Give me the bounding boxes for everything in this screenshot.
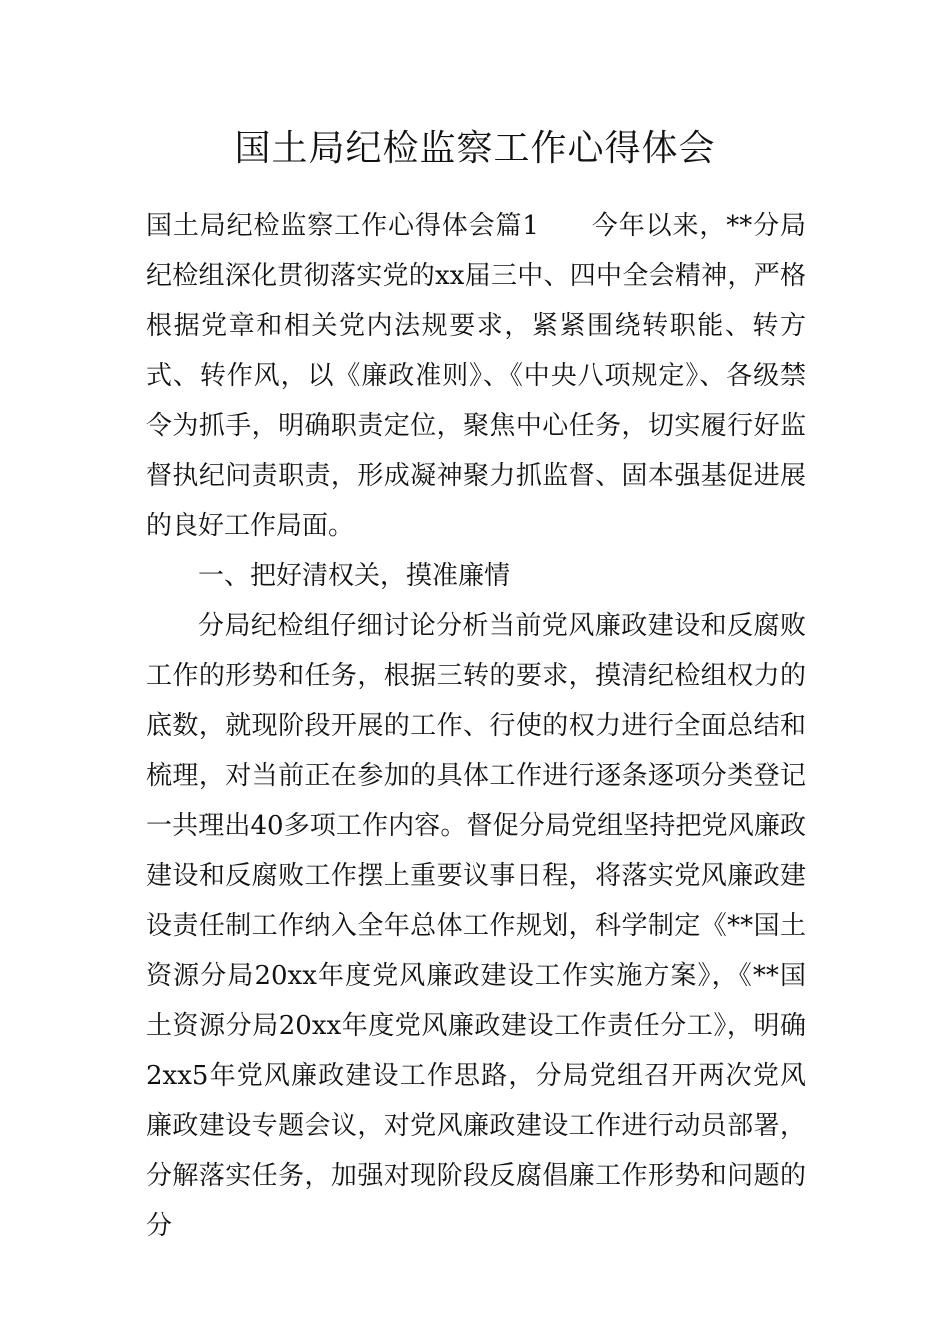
- intro-text: 今年以来，**分局纪检组深化贯彻落实党的xx届三中、四中全会精神，严格根据党章和相关党内法规要求，紧紧围绕转职能、转方式、转作风，以《廉政准则》、《中央八项规定》、各级禁令为抓手，明确职责定位，聚焦中心任务，切实履行好监督执纪问责职责，形成凝神聚力抓监督、固本强基促进展的良好工作局面。: [146, 211, 806, 541]
- section-paragraph: 分局纪检组仔细讨论分析当前党风廉政建设和反腐败工作的形势和任务，根据三转的要求，摸清纪检组权力的底数，就现阶段开展的工作、行使的权力进行全面总结和梳理，对当前正在参加的具体工作进行逐条逐项分类登记一共理出40多项工作内容。督促分局党组坚持把党风廉政建设和反腐败工作摆上重要议事日程，将落实党风廉政建设责任制工作纳入全年总体工作规划，科学制定《**国土资源分局20xx年度党风廉政建设工作实施方案》，《**国土资源分局20xx年度党风廉政建设工作责任分工》，明确2xx5年党风廉政建设工作思路，分局党组召开两次党风廉政建设专题会议，对党风廉政建设工作进行动员部署，分解落实任务，加强对现阶段反腐倡廉工作形势和问题的分: [146, 611, 806, 1241]
- section-heading: 一、把好清权关，摸准廉情: [198, 561, 511, 591]
- intro-paragraph: [146, 201, 806, 551]
- document-body: [146, 201, 806, 1251]
- document-title: 国土局纪检监察工作心得体会: [234, 128, 716, 169]
- intro-label: 国土局纪检监察工作心得体会篇1: [146, 211, 539, 241]
